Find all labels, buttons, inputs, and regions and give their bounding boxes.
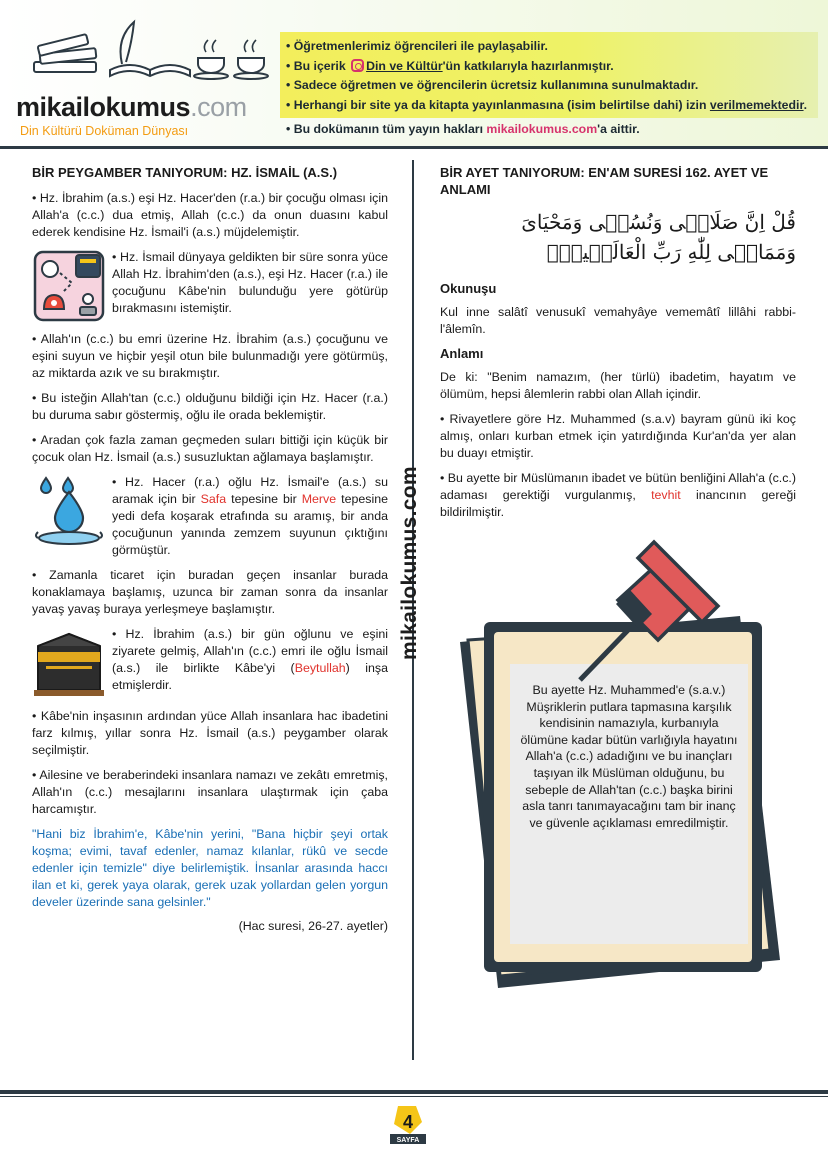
paragraph: • Rivayetlere göre Hz. Muhammed (s.a.v) bayram günü iki koç almış, onları kurban etmek için yatırdığında Kur'an'da yer alan bu duayı etmiştir.: [440, 412, 796, 460]
left-column: [32, 164, 388, 941]
books-and-tea-icon: [30, 18, 270, 88]
paragraph: • Bu isteğin Allah'tan (c.c.) olduğunu bildiği için Hz. Hacer (r.a.) bu duruma sabır göstermiş, oğlu ile orada beklemiştir.: [32, 391, 388, 422]
paragraph: • Ailesine ve beraberindeki insanlara namazı ve zekâtı emretmiş, Allah'ın (c.c.) mesajlarını insanlara ulaştırmak için çaba harcamıştır.: [32, 768, 388, 816]
verse-reference: (Hac suresi, 26-27. ayetler): [238, 919, 388, 933]
paragraph: • Hz. İbrahim (a.s.) eşi Hz. Hacer'den (r.a.) bir çocuğu olması için Allah'a (c.c.) dua etmiş, Allah (c.c.) da onun duasını kabul ederek kendisine Hz. İsmail'i (a.s.) müjdelemiştir.: [32, 191, 388, 239]
note-card-text: Bu ayette Hz. Muhammed'e (s.a.v.) Müşriklerin putlara tapmasına karşılık kendisinin namazıyla, kurbanıyla ölümüne kadar bütün varlığıyla hayatını Allah'a (c.c.) adadığını ve bu inançları taşıyan ilk Müslüman olduğunu, bu sebeple de Allah'tan (c.c.) başka birini asla tanrı tanımayacağını tam bir inanç ve güvenle açıklaması emredilmiştir.: [520, 683, 738, 830]
notice-item: • Öğretmenlerimiz öğrencileri ile paylaşabilir.: [286, 39, 548, 53]
instagram-icon[interactable]: [351, 59, 364, 72]
brand-tagline: Din Kültürü Doküman Dünyası: [20, 124, 189, 138]
right-column: [440, 164, 796, 529]
tevhit-highlight: tevhit: [651, 488, 681, 502]
paragraph-tevhit: • Bu ayette bir Müslümanın ibadet ve bütün benliğini Allah'a (c.c.) adaması gerektiği vurgulanmış, tevhit inancının gereği bildirilmiştir.: [440, 471, 796, 519]
beytullah-highlight: Beytullah: [294, 661, 346, 675]
pinned-note-card: [440, 530, 800, 1010]
safa-highlight: Safa: [200, 492, 227, 506]
arabic-verse: قُلْ اِنَّ صَلَاتٖى وَنُسُكٖى وَمَحْيَایَ وَمَمَاتٖى لِلّٰهِ رَبِّ الْعَالَمٖينَۙ: [521, 210, 796, 264]
kaaba-icon: [32, 626, 106, 700]
site-link[interactable]: mikailokumus.com: [486, 122, 598, 136]
vertical-watermark: mikailokumus.com: [398, 466, 421, 660]
copyright-notice: • Bu dokümanın tüm yayın hakları mikailokumus.com'a aittir.: [286, 122, 640, 136]
paragraph: • Aradan çok fazla zaman geçmeden suları bittiği için küçük bir çocuk olan Hz. İsmail (a.s.) susuzluktan ağlamaya başlamıştır.: [32, 433, 388, 464]
notice-box: [280, 32, 818, 118]
verse-quote: "Hani biz İbrahim'e, Kâbe'nin yerini, "Bana hiçbir şeyi ortak koşma; evimi, tavaf edenler, namaz kılanlar, rükû ve secde edenler için temizle" diye belirlemiştik. İnsanlar arasında haccı ilan et ki, gerek yaya olarak, gerek uzak yollardan gelen yorgun develer üzerinde sana gelsinler.": [32, 827, 388, 909]
paragraph: • Allah'ın (c.c.) bu emri üzerine Hz. İbrahim (a.s.) çocuğunu ve eşini suyun ve hiçbir yeşil otun bile bulunmadığı yere götürmüş, az miktarda azık ve su bırakmıştır.: [32, 332, 388, 380]
okunusu-label: Okunuşu: [440, 281, 497, 296]
notice-item: • Herhangi bir site ya da kitapta yayınlanmasına (isim belirtilse dahi) izin verilmemektedir.: [286, 97, 807, 112]
paragraph-with-icon: [32, 249, 388, 323]
water-drops-icon: [32, 474, 106, 548]
paragraph-with-icon: [32, 474, 388, 559]
din-ve-kultur-link[interactable]: Din ve Kültür: [366, 58, 443, 73]
right-section-title: BİR AYET TANIYORUM: EN'AM SURESİ 162. AYET VE ANLAMI: [440, 165, 769, 197]
brand-main: mikailokumus: [16, 92, 191, 122]
page-number-icon: [386, 1100, 430, 1148]
footer-divider: [0, 1090, 828, 1094]
page-number: 4: [402, 1112, 414, 1132]
merve-highlight: Merve: [301, 492, 337, 506]
site-logo[interactable]: [14, 14, 279, 138]
anlami-text: De ki: "Benim namazım, (her türlü) ibadetim, hayatım ve ölümüm, hepsi âlemlerin rabbi olan Allah içindir.: [440, 370, 796, 401]
header-banner: [0, 0, 828, 148]
left-section-title: BİR PEYGAMBER TANIYORUM: HZ. İSMAİL (A.S.): [32, 165, 338, 180]
anlami-label: Anlamı: [440, 346, 484, 361]
notice-item: • Sadece öğretmen ve öğrencilerin ücretsiz kullanımına sunulmaktadır.: [286, 78, 699, 92]
map-journey-icon: [32, 249, 106, 323]
brand-suffix: .com: [190, 92, 247, 122]
footer-divider-thin: [0, 1096, 828, 1097]
paragraph-safa-merve: • Hz. Hacer (r.a.) oğlu Hz. İsmail'e (a.s.) su aramak için bir Safa tepesine bir Merve tepesine yedi defa koşarak etrafında su aramış, bir anda çocuğunun yanında zemzem suyunun çıktığını görmüştür.: [112, 475, 388, 557]
paragraph: • Kâbe'nin inşasının ardından yüce Allah insanlara hac ibadetini farz kılmış, yıllar sonra Hz. İsmail (a.s.) peygamber olarak seçilmiştir.: [32, 709, 388, 757]
paragraph: • Zamanla ticaret için buradan geçen insanlar burada konaklamaya başlamış, uzunca bir zaman sonra da insanlar yavaş yavaş buraya yerleşmeye başlamıştır.: [32, 568, 388, 616]
paragraph-with-icon: [32, 626, 388, 700]
paragraph-beytullah: • Hz. İbrahim (a.s.) bir gün oğlunu ve eşini ziyarete gelmiş, Allah'ın (c.c.) emri ile oğlu İsmail (a.s.) ile birlikte Kâbe'yi (Beytullah) inşa etmişlerdir.: [112, 627, 388, 692]
brand-name: [16, 92, 247, 123]
page-number-badge: [386, 1100, 430, 1148]
paragraph: • Hz. İsmail dünyaya geldikten bir süre sonra yüce Allah Hz. İbrahim'den (a.s.), eşi Hz. Hacer (r.a.) ile çocuğunu Kâbe'nin bulunduğu yere götürüp bırakmasını istemiştir.: [112, 250, 388, 315]
page-label: SAYFA: [396, 1137, 420, 1144]
notice-item: • Bu içerik Din ve Kültür'ün katkılarıyla hazırlanmıştır.: [286, 58, 614, 73]
okunusu-text: Kul inne salâtî venusukî vemahyâye vememâtî lillâhi rabbi-l'âlemîn.: [440, 305, 796, 336]
header-divider: [0, 146, 828, 149]
